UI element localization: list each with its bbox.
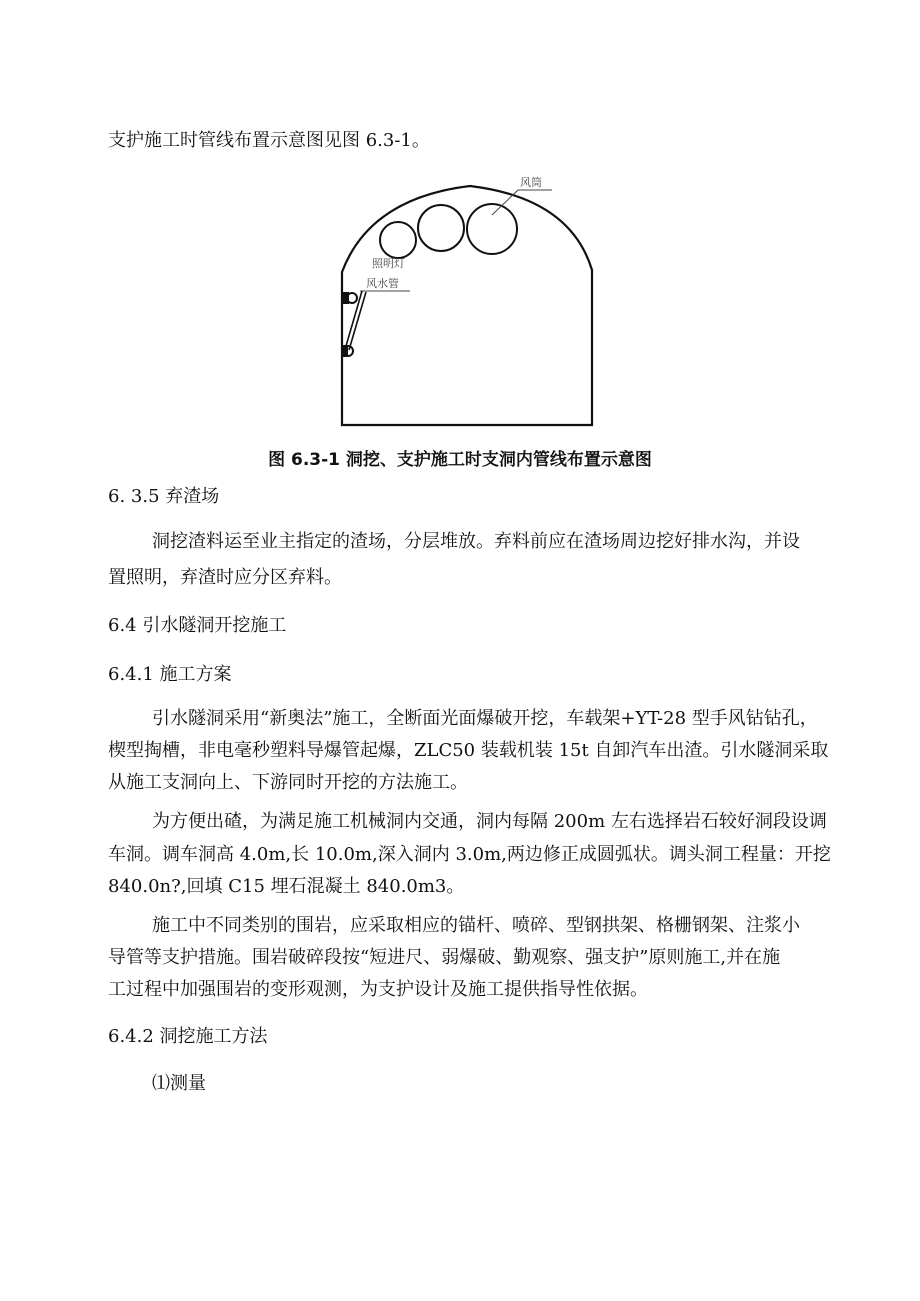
para-line: 置照明，弃渣时应分区弃料。: [108, 567, 342, 588]
para-line: 楔型掏槽，非电毫秒塑料导爆管起爆，ZLC50 装载机装 15t 自卸汽车出渣。引水隧洞采取: [108, 740, 829, 761]
pipe-label: 风水管: [366, 277, 399, 290]
para-line: 导管等支护措施。围岩破碎段按“短进尺、弱爆破、勤观察、强支护”原则施工,并在施: [108, 947, 781, 968]
para-line: 从施工支洞向上、下游同时开挖的方法施工。: [108, 772, 468, 793]
pipe-bracket-bottom: [343, 345, 348, 357]
tunnel-outline: [342, 186, 592, 425]
medium-duct-circle: [418, 205, 464, 251]
section-642-heading: 6.4.2 洞挖施工方法: [108, 1026, 268, 1047]
section-641-heading: 6.4.1 施工方案: [108, 664, 232, 685]
tunnel-diagram-svg: [330, 170, 610, 430]
duct-label: 风筒: [520, 176, 542, 189]
para-line: 引水隧洞采用“新奥法”施工，全断面光面爆破开挖，车载架+YT-28 型手风钻钻孔，: [152, 708, 818, 729]
lighting-label: 照明灯: [372, 257, 405, 270]
pipe-bracket-top: [343, 292, 349, 304]
para-line: 施工中不同类别的围岩，应采取相应的锚杆、喷碎、型钢拱架、格栅钢架、注浆小: [152, 915, 800, 936]
list-item-survey: ⑴测量: [152, 1073, 206, 1094]
para-line: 为方便出碴，为满足施工机械洞内交通，洞内每隔 200m 左右选择岩石较好洞段设调: [152, 811, 827, 832]
para-line: 洞挖渣料运至业主指定的渣场，分层堆放。弃料前应在渣场周边挖好排水沟，并设: [152, 531, 800, 552]
intro-line: 支护施工时管线布置示意图见图 6.3-1。: [108, 130, 430, 151]
para-line: 工过程中加强围岩的变形观测，为支护设计及施工提供指导性依据。: [108, 979, 648, 1000]
para-line: 840.0n?,回填 C15 埋石混凝土 840.0m3。: [108, 876, 465, 897]
small-duct-circle: [380, 222, 416, 258]
para-line: 车洞。调车洞高 4.0m,长 10.0m,深入洞内 3.0m,两边修正成圆弧状。调头洞工程量：开挖: [108, 844, 831, 865]
large-duct-circle: [467, 204, 517, 254]
section-635-heading: 6. 3.5 弃渣场: [108, 486, 220, 507]
figure-caption: 图 6.3-1 洞挖、支护施工时支洞内管线布置示意图: [268, 450, 652, 470]
tunnel-pipeline-diagram: [330, 170, 610, 430]
pipe-leader-line-2: [349, 292, 366, 350]
section-64-heading: 6.4 引水隧洞开挖施工: [108, 615, 287, 636]
